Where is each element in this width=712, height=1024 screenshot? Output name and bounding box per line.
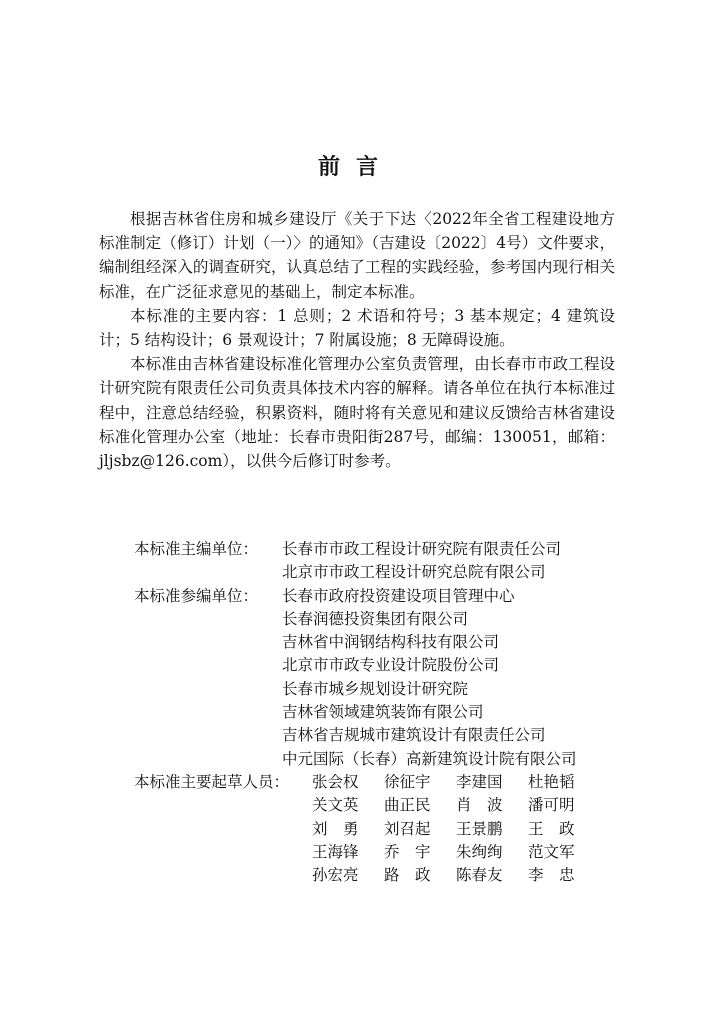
- drafter-names: [312, 841, 600, 864]
- paragraph-contents: 本标准的主要内容：1 总则；2 术语和符号；3 基本规定；4 建筑设计；5 结构设计；6 景观设计；7 附属设施；8 无障碍设施。: [99, 306, 615, 350]
- drafter-name: 路 政: [384, 866, 431, 885]
- drafter-name: 潘可明: [528, 796, 575, 815]
- drafter-name: 张会权: [312, 772, 359, 791]
- participating-unit: 吉林省吉规城市建筑设计有限责任公司: [282, 726, 546, 745]
- label-spacer: [134, 748, 282, 771]
- drafter-names: [312, 864, 600, 887]
- label-spacer: [134, 841, 312, 864]
- drafter-name: 王景鹏: [456, 819, 503, 838]
- participating-unit: 长春市政府投资建设项目管理中心: [282, 586, 515, 605]
- participating-unit: 吉林省中润钢结构科技有限公司: [282, 633, 500, 652]
- drafter-name: 徐征宇: [384, 772, 431, 791]
- drafters-label: 本标准主要起草人员：: [134, 772, 290, 791]
- label-spacer: [134, 818, 312, 841]
- label-spacer: [134, 678, 282, 701]
- drafter-name: 刘召起: [384, 819, 431, 838]
- units-section: [134, 538, 600, 887]
- participating-unit: 长春市城乡规划设计研究院: [282, 679, 469, 698]
- participating-unit-row: [134, 608, 600, 631]
- drafter-names: [312, 818, 600, 841]
- participating-unit: 长春润德投资集团有限公司: [282, 609, 469, 628]
- participating-unit-row: [134, 724, 600, 747]
- drafter-names: [312, 794, 600, 817]
- drafter-name: 朱绚绚: [456, 842, 503, 861]
- chief-unit: 长春市市政工程设计研究院有限责任公司: [282, 540, 562, 558]
- page-title: 前言: [317, 154, 394, 180]
- participating-unit-row: [134, 631, 600, 654]
- participating-unit-row: [134, 585, 600, 608]
- drafter-row: [134, 818, 600, 841]
- participating-units-label: 本标准参编单位：: [134, 586, 259, 605]
- label-spacer: [134, 701, 282, 724]
- drafter-row: [134, 864, 600, 887]
- drafter-name: 王海锋: [312, 842, 359, 861]
- drafter-row: [134, 841, 600, 864]
- participating-unit-row: [134, 701, 600, 724]
- label-spacer: [134, 608, 282, 631]
- participating-unit: 中元国际（长春）高新建筑设计院有限公司: [282, 749, 577, 768]
- drafter-name: 王 政: [528, 819, 575, 838]
- chief-unit-row: [134, 538, 600, 561]
- drafter-name: 范文军: [528, 842, 575, 861]
- drafter-name: 杜艳韬: [528, 772, 575, 791]
- label-spacer: [134, 724, 282, 747]
- participating-unit-row: [134, 748, 600, 771]
- drafter-row: [134, 771, 600, 794]
- drafter-name: 肖 波: [456, 796, 503, 815]
- participating-unit: 北京市市政专业设计院股份公司: [282, 656, 500, 675]
- participating-unit-row: [134, 654, 600, 677]
- chief-unit: 北京市市政工程设计研究总院有限公司: [282, 563, 546, 582]
- label-spacer: [134, 864, 312, 887]
- chief-units-label: 本标准主编单位：: [134, 540, 259, 558]
- drafter-name: 李建国: [456, 772, 503, 791]
- label-spacer: [134, 561, 282, 584]
- participating-unit: 吉林省领域建筑装饰有限公司: [282, 703, 484, 722]
- paragraph-management: 本标准由吉林省建设标准化管理办公室负责管理，由长春市市政工程设计研究院有限责任公司负责具体技术内容的解释。请各单位在执行本标准过程中，注意总结经验，积累资料，随时将有关意见和建议反馈给吉林省建设标准化管理办公室（地址：长春市贵阳街287号，邮编：130051，邮箱：jljsbz@126.com），以供今后修订时参考。: [99, 355, 615, 471]
- label-spacer: [134, 794, 312, 817]
- drafter-name: 孙宏亮: [312, 866, 359, 885]
- drafter-name: 刘 勇: [312, 819, 359, 838]
- drafter-name: 乔 宇: [384, 842, 431, 861]
- drafter-name: 曲正民: [384, 796, 431, 815]
- drafter-row: [134, 794, 600, 817]
- label-spacer: [134, 631, 282, 654]
- drafter-names: [312, 771, 600, 794]
- preface-body: [99, 207, 615, 473]
- paragraph-basis: 根据吉林省住房和城乡建设厅《关于下达〈2022年全省工程建设地方标准制定（修订）计划（一）〉的通知》（吉建设〔2022〕4号）文件要求，编制组经深入的调查研究，认真总结了工程的实践经验，参考国内现行相关标准，在广泛征求意见的基础上，制定本标准。: [99, 210, 615, 301]
- drafter-name: 李 忠: [528, 866, 575, 885]
- chief-unit-row: [134, 561, 600, 584]
- label-spacer: [134, 654, 282, 677]
- drafter-name: 陈春友: [456, 866, 503, 885]
- drafter-name: 关文英: [312, 796, 359, 815]
- participating-unit-row: [134, 678, 600, 701]
